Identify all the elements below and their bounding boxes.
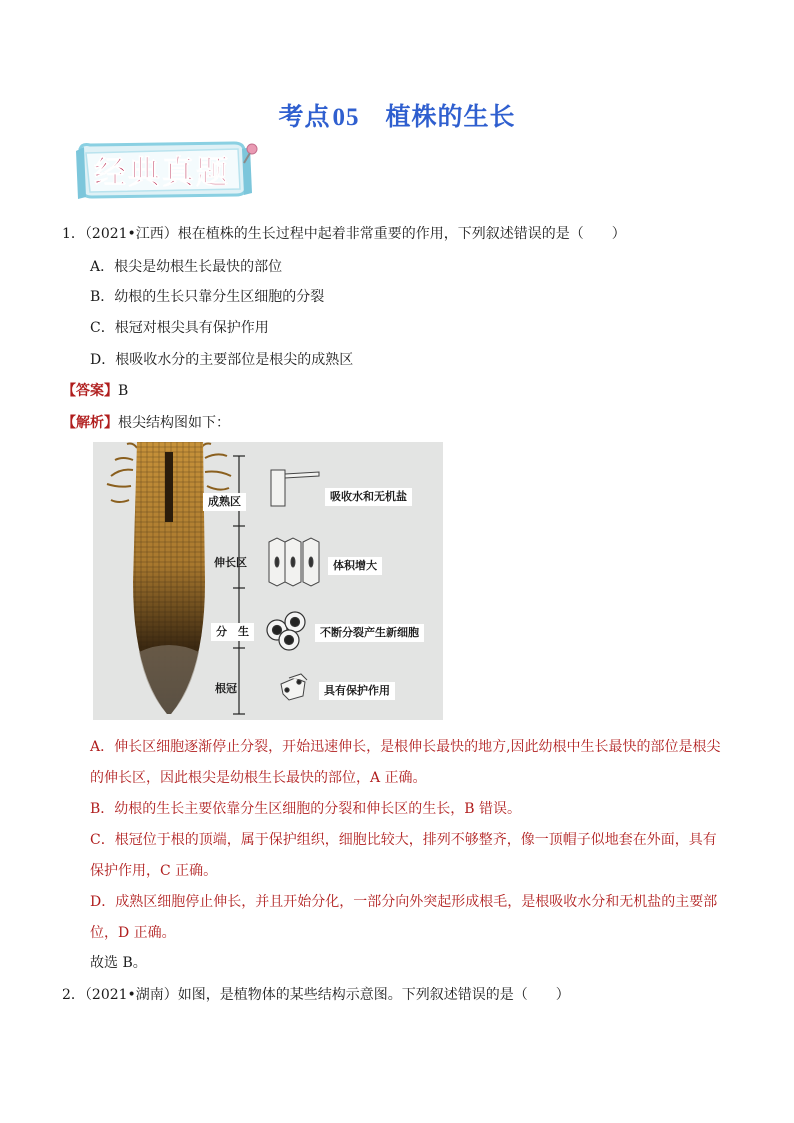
q1-option-a: A．根尖是幼根生长最快的部位 bbox=[90, 259, 283, 275]
banner-text: 经典真题 bbox=[94, 153, 231, 191]
analysis-tag: 【解析】 bbox=[62, 415, 118, 431]
root-tip-figure bbox=[93, 442, 443, 720]
q1-option-d: D．根吸收水分的主要部位是根尖的成熟区 bbox=[90, 352, 354, 368]
function-label-divide: 不断分裂产生新细胞 bbox=[315, 624, 424, 642]
title-number: 05 bbox=[332, 104, 360, 131]
title-main: 考点 bbox=[278, 102, 331, 131]
explanation-d: D．成熟区细胞停止伸长，并且开始分化，一部分向外突起形成根毛，是根吸收水分和无机盐的主要部位，D 正确。 bbox=[90, 894, 718, 941]
q1-answer bbox=[62, 381, 128, 401]
root-tip-illustration bbox=[93, 442, 443, 720]
analysis-intro: 根尖结构图如下： bbox=[118, 415, 230, 431]
explanation-b: B．幼根的生长主要依靠分生区细胞的分裂和伸长区的生长，B 错误。 bbox=[90, 801, 522, 817]
section-banner bbox=[74, 137, 260, 201]
question-2-stem: 2．（2021•湖南）如图，是植物体的某些结构示意图。下列叙述错误的是（ ） bbox=[62, 987, 570, 1003]
zone-label-root-cap: 根冠 bbox=[215, 682, 237, 695]
function-label-absorb: 吸收水和无机盐 bbox=[325, 488, 412, 506]
q1-option-c: C．根冠对根尖具有保护作用 bbox=[90, 320, 269, 336]
page-title bbox=[0, 97, 794, 133]
title-topic: 植株的生长 bbox=[385, 102, 516, 131]
explanation-a: A．伸长区细胞逐渐停止分裂，开始迅速伸长，是根伸长最快的地方,因此幼根中生长最快的部位是根尖的伸长区，因此根尖是幼根生长最快的部位，A 正确。 bbox=[90, 739, 721, 786]
q1-analysis-heading bbox=[62, 413, 230, 433]
q1-option-b: B．幼根的生长只靠分生区细胞的分裂 bbox=[90, 289, 325, 305]
zone-label-maturation: 成熟区 bbox=[203, 493, 246, 511]
zone-label-elongation: 伸长区 bbox=[214, 556, 247, 569]
banner-graphic bbox=[74, 137, 260, 201]
answer-value: B bbox=[118, 383, 129, 399]
answer-tag: 【答案】 bbox=[62, 383, 118, 399]
zone-label-meristem: 分 生 bbox=[211, 623, 254, 641]
function-label-protect: 具有保护作用 bbox=[319, 682, 395, 700]
conclusion: 故选 B。 bbox=[90, 955, 147, 971]
question-1-stem: 1．（2021•江西）根在植株的生长过程中起着非常重要的作用，下列叙述错误的是（ ） bbox=[62, 226, 626, 242]
explanation-c: C．根冠位于根的顶端，属于保护组织，细胞比较大，排列不够整齐，像一顶帽子似地套在外面，具有保护作用，C 正确。 bbox=[90, 832, 717, 879]
function-label-enlarge: 体积增大 bbox=[328, 557, 382, 575]
